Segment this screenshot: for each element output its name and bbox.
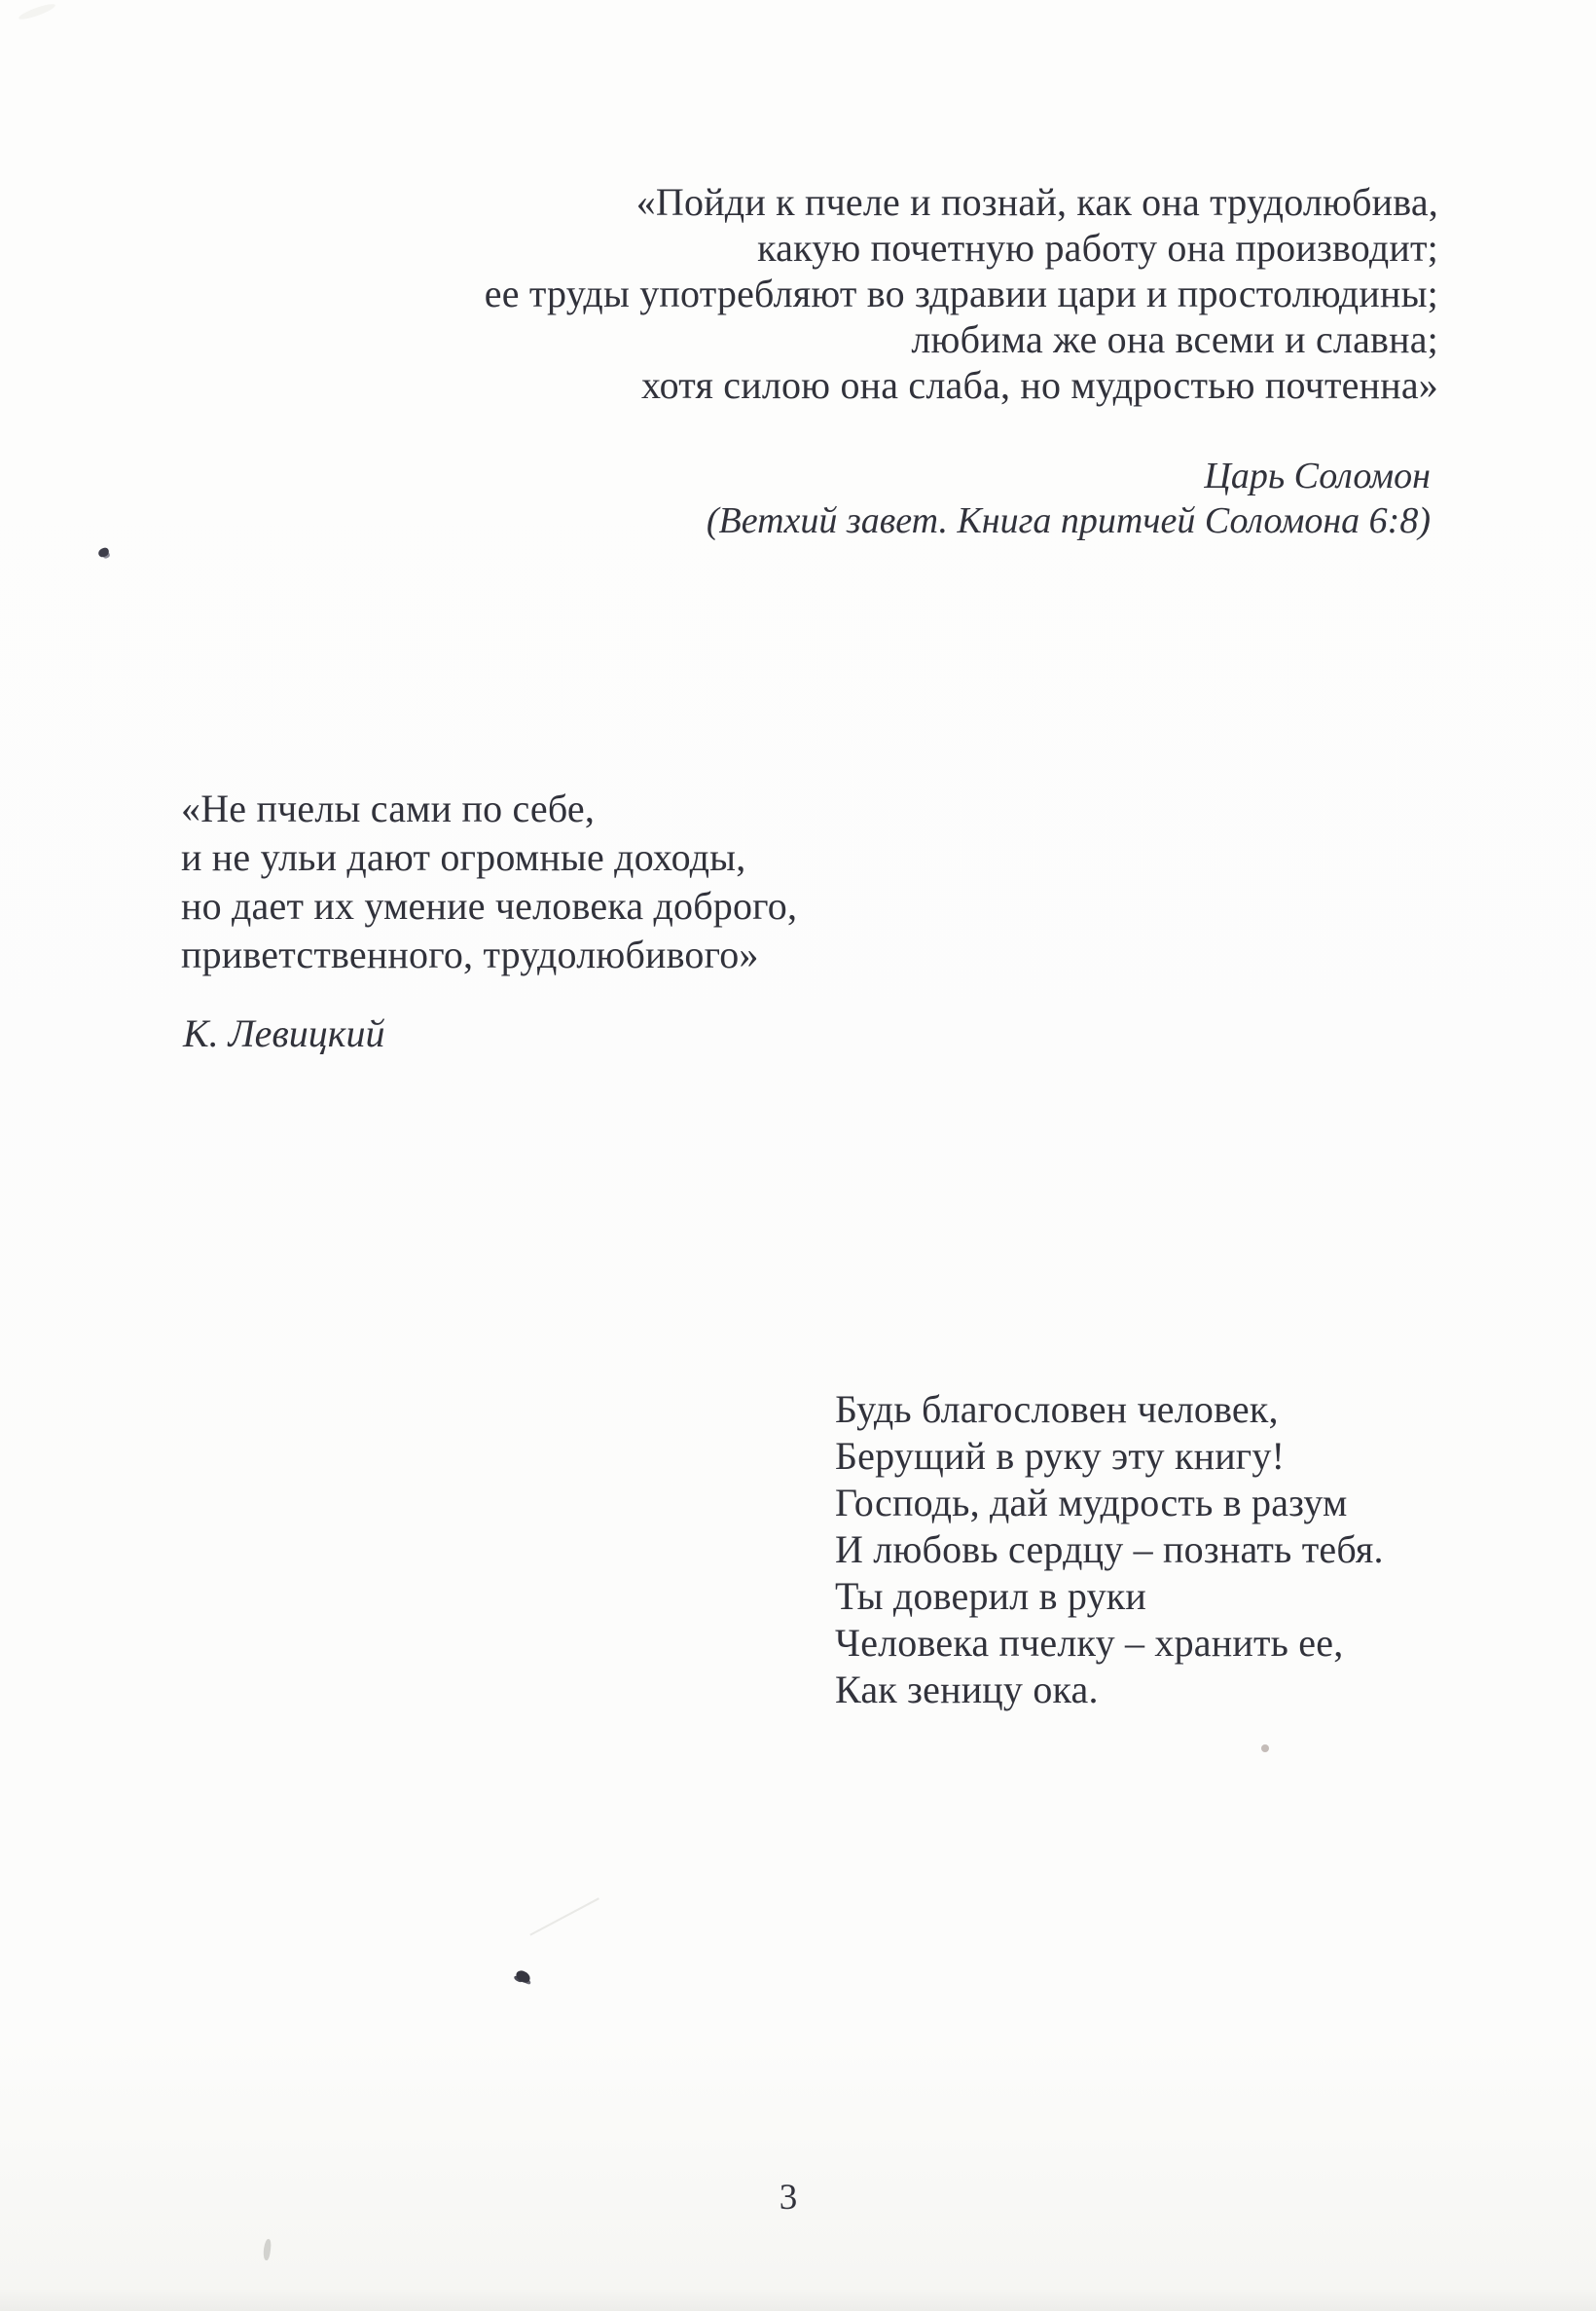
ink-speck [97, 547, 110, 559]
blessing-poem-line: Будь благословен человек, [835, 1387, 1279, 1431]
blessing-poem-line: Как зеницу ока. [835, 1668, 1099, 1711]
levitsky-quote-line: «Не пчелы сами по себе, [181, 787, 596, 830]
solomon-quote-line: хотя силою она слаба, но мудростью почтенна» [640, 363, 1438, 407]
levitsky-quote-block [181, 785, 797, 979]
blessing-poem-line: Господь, дай мудрость в разум [835, 1481, 1348, 1524]
blessing-poem-line: Ты доверил в руки [835, 1574, 1147, 1618]
solomon-quote-attribution [707, 454, 1431, 543]
levitsky-quote-line: но дает их умение человека доброго, [181, 884, 798, 928]
solomon-quote-block [485, 179, 1438, 408]
levitsky-quote-line: приветственного, трудолюбивого» [181, 933, 759, 976]
solomon-quote-line: любима же она всеми и славна; [911, 317, 1438, 361]
solomon-quote-author: Царь Соломон [1204, 456, 1431, 496]
levitsky-quote-author: К. Левицкий [183, 1011, 385, 1055]
scan-scratch [529, 1897, 598, 1935]
solomon-quote-line: ее труды употребляют во здравии цари и простолюдины; [484, 272, 1438, 315]
scan-smudge [18, 1, 56, 21]
levitsky-quote-attribution [183, 1010, 384, 1057]
ink-speck [1261, 1744, 1269, 1752]
solomon-quote-source: (Ветхий завет. Книга притчей Соломона 6:8) [706, 500, 1431, 541]
ink-speck [515, 1969, 532, 1984]
levitsky-quote-line: и не ульи дают огромные доходы, [181, 835, 746, 879]
blessing-poem-block [835, 1386, 1384, 1713]
blessing-poem-line: Человека пчелку – хранить ее, [835, 1621, 1344, 1665]
solomon-quote-line: какую почетную работу она производит; [757, 226, 1438, 270]
solomon-quote-line: «Пойди к пчеле и познай, как она трудолюбива, [635, 180, 1438, 224]
blessing-poem-line: И любовь сердцу – познать тебя. [835, 1527, 1384, 1571]
page-number: 3 [779, 2178, 798, 2218]
ink-speck [263, 2239, 272, 2261]
blessing-poem-line: Берущий в руку эту книгу! [835, 1434, 1286, 1478]
